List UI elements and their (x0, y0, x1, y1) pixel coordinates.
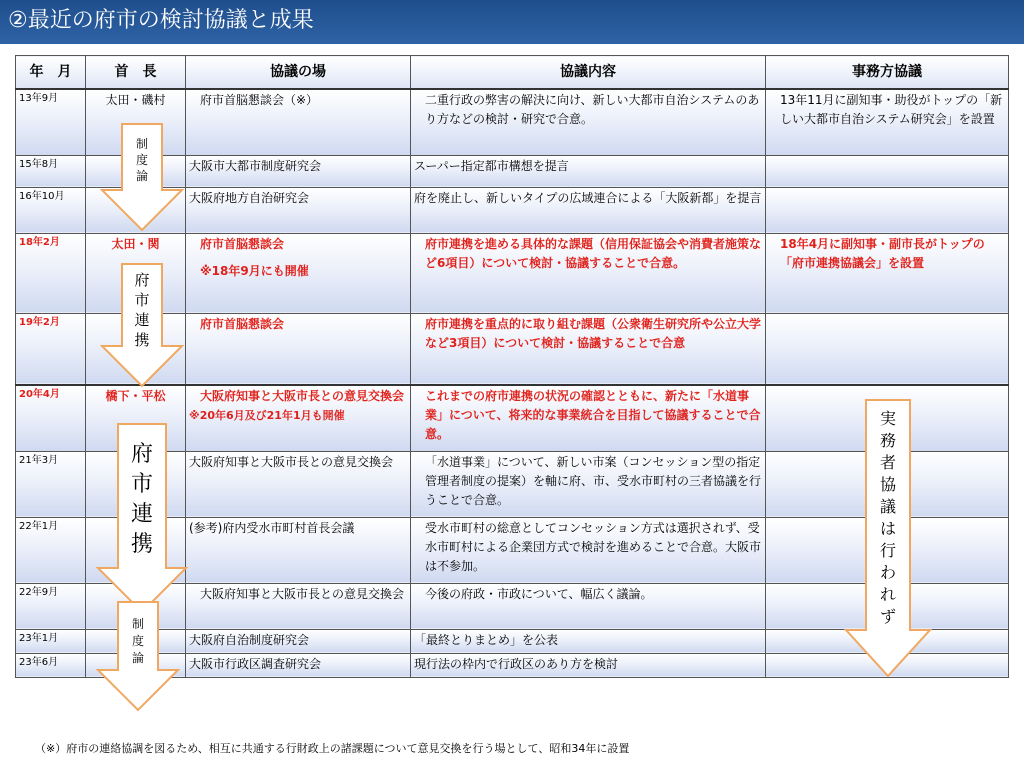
content-cell: 受水市町村の総意としてコンセッション方式は選択されず、受水市町村による企業団方式で検討を進めることで合意。大阪市は不参加。 (411, 517, 766, 583)
arrow-char: 行 (879, 541, 896, 560)
arrow-seidoron-lower (96, 600, 180, 712)
place-cell: 大阪府知事と大阪市長との意見交換会 (186, 583, 411, 629)
content-cell: 「最終とりまとめ」を公表 (411, 629, 766, 653)
arrow-char: は (879, 519, 896, 538)
head-cell: 橋下・平松 (86, 385, 186, 451)
year-cell: 22年1月 (16, 517, 86, 583)
place-cell: 府市首脳懇談会 (186, 313, 411, 385)
place-cell: 大阪府地方自治研究会 (186, 187, 411, 233)
place-cell: (参考)府内受水市町村首長会議 (186, 517, 411, 583)
arrow-char: 度 (135, 153, 148, 167)
place-text: 大阪府知事と大阪市長との意見交換会 (200, 389, 405, 403)
content-cell: 二重行政の弊害の解決に向け、新しい大都市自治システムのあり方などの検討・研究で合意。 (411, 89, 766, 155)
office-cell (766, 313, 1009, 385)
year-cell: 21年3月 (16, 451, 86, 517)
arrow-char: 論 (135, 169, 148, 183)
place-cell: 大阪市大都市制度研究会 (186, 155, 411, 187)
arrow-char: 制 (131, 617, 144, 631)
header-office: 事務方協議 (766, 56, 1009, 90)
content-cell: 「水道事業」について、新しい市案（コンセッション型の指定管理者制度の提案）を軸に府、市、受水市町村の三者協議を行うことで合意。 (411, 451, 766, 517)
arrow-jitsumusha (844, 398, 932, 678)
place-cell (186, 385, 411, 451)
office-cell: 18年4月に副知事・副市長がトップの「府市連携協議会」を設置 (766, 233, 1009, 313)
arrow-char: 議 (879, 497, 896, 516)
place-text: 府市首脳懇談会 (200, 236, 285, 251)
year-cell: 23年6月 (16, 653, 86, 677)
year-cell: 22年9月 (16, 583, 86, 629)
header-row (16, 56, 1009, 90)
arrow-fushi-renkei-lower (96, 422, 188, 614)
title-bar (0, 0, 1024, 44)
year-cell: 19年2月 (16, 313, 86, 385)
year-cell: 15年8月 (16, 155, 86, 187)
place-note: ※20年6月及び21年1月も開催 (189, 409, 345, 422)
header-year: 年 月 (16, 56, 86, 90)
header-content: 協議内容 (411, 56, 766, 90)
place-cell: 大阪市行政区調査研究会 (186, 653, 411, 677)
header-place: 協議の場 (186, 56, 411, 90)
arrow-char: 府 (130, 442, 153, 467)
arrow-seidoron-upper (100, 122, 184, 232)
arrow-char: 市 (134, 291, 150, 309)
place-note: ※18年9月にも開催 (200, 263, 309, 278)
arrow-char: 連 (134, 311, 150, 329)
year-cell: 16年10月 (16, 187, 86, 233)
office-cell (766, 187, 1009, 233)
content-cell: これまでの府市連携の状況の確認とともに、新たに「水道事業」について、将来的な事業統合を目指して協議することで合意。 (411, 385, 766, 451)
arrow-char: 携 (134, 331, 150, 349)
place-cell: 府市首脳懇談会（※） (186, 89, 411, 155)
year-cell: 20年4月 (16, 385, 86, 451)
arrow-char: ず (879, 607, 896, 626)
year-cell: 18年2月 (16, 233, 86, 313)
arrow-char: 連 (130, 502, 153, 527)
arrow-char: 市 (130, 472, 153, 497)
arrow-char: 協 (879, 475, 896, 494)
place-cell: 大阪府自治制度研究会 (186, 629, 411, 653)
content-cell: スーパー指定都市構想を提言 (411, 155, 766, 187)
content-cell: 府市連携を進める具体的な課題（信用保証協会や消費者施策など6項目）について検討・協議することで合意。 (411, 233, 766, 313)
office-cell (766, 155, 1009, 187)
arrow-char: 制 (135, 137, 148, 151)
arrow-fushi-renkei-upper (100, 262, 184, 388)
arrow-char: 論 (131, 651, 144, 665)
arrow-char: 度 (131, 634, 144, 648)
arrow-char: 携 (130, 532, 153, 557)
arrow-char: 務 (879, 431, 896, 450)
arrow-char: れ (879, 585, 896, 604)
page-title: ②最近の府市の検討協議と成果 (8, 8, 314, 33)
arrow-char: 実 (879, 409, 896, 428)
arrow-char: わ (879, 563, 896, 582)
content-cell: 現行法の枠内で行政区のあり方を検討 (411, 653, 766, 677)
place-cell: 大阪府知事と大阪市長との意見交換会 (186, 451, 411, 517)
place-cell (186, 233, 411, 313)
office-cell: 13年11月に副知事・助役がトップの「新しい大都市自治システム研究会」を設置 (766, 89, 1009, 155)
year-cell: 13年9月 (16, 89, 86, 155)
content-cell: 府を廃止し、新しいタイプの広域連合による「大阪新都」を提言 (411, 187, 766, 233)
arrow-char: 府 (134, 271, 150, 289)
head-cell: 太田・磯村 (86, 89, 186, 155)
header-head: 首 長 (86, 56, 186, 90)
content-cell: 府市連携を重点的に取り組む課題（公衆衛生研究所や公立大学など3項目）について検討・協議することで合意 (411, 313, 766, 385)
arrow-char: 者 (879, 453, 896, 472)
year-cell: 23年1月 (16, 629, 86, 653)
footnote: （※）府市の連絡協調を図るため、相互に共通する行財政上の諸課題について意見交換を行う場として、昭和34年に設置 (35, 742, 630, 755)
head-cell: 太田・関 (86, 233, 186, 313)
content-cell: 今後の府政・市政について、幅広く議論。 (411, 583, 766, 629)
